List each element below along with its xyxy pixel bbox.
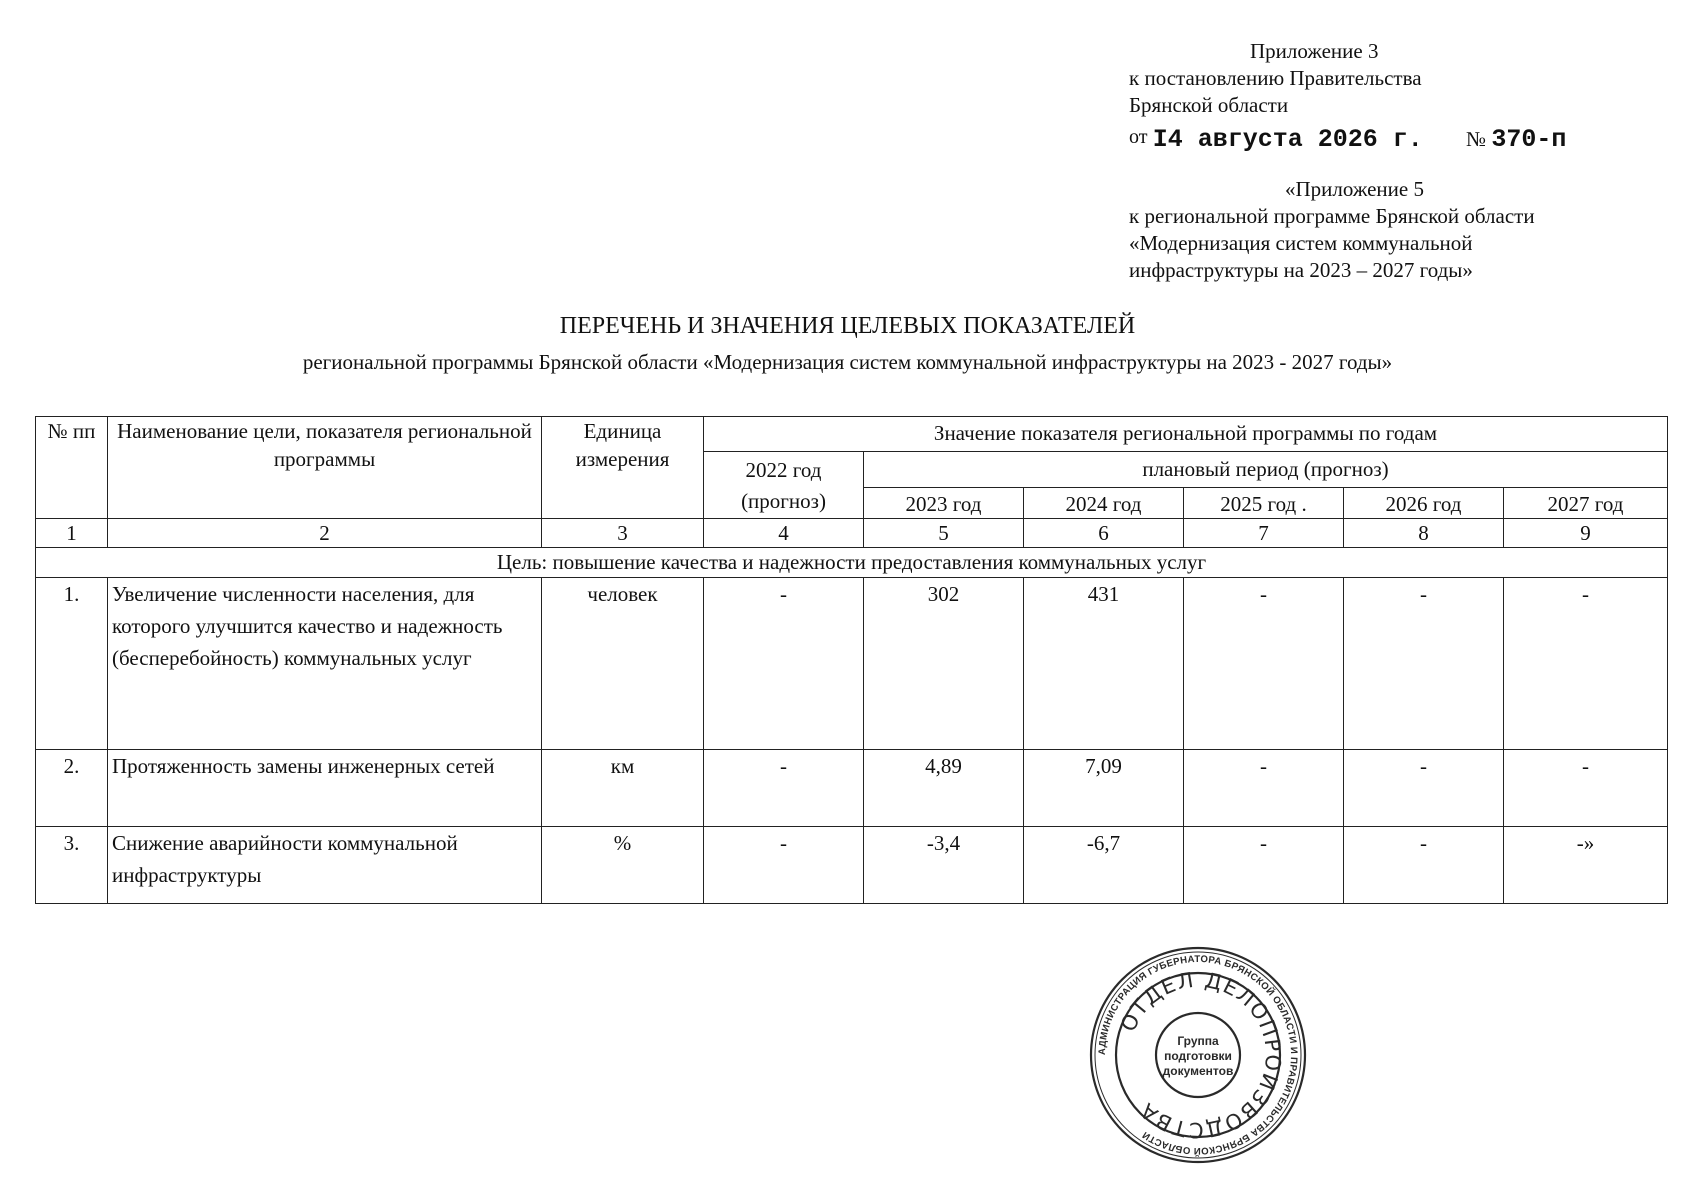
document-subtitle: региональной программы Брянской области «Модернизация систем коммунальной инфраструктуры на 2023 - 2027 годы» bbox=[302, 350, 1393, 374]
header-row-1 bbox=[36, 417, 1668, 452]
appendix-3-line2: к постановлению Правительства bbox=[1129, 66, 1422, 90]
value-2027: - bbox=[1504, 578, 1668, 750]
value-2023: -3,4 bbox=[864, 827, 1024, 904]
value-2027: -» bbox=[1504, 827, 1668, 904]
value-2024: -6,7 bbox=[1024, 827, 1184, 904]
indicators-table bbox=[35, 416, 1668, 904]
header-year-2027: 2027 год bbox=[1504, 488, 1668, 519]
appendix-5-line4: инфраструктуры на 2023 – 2027 годы» bbox=[1129, 258, 1473, 282]
value-2022: - bbox=[704, 578, 864, 750]
header-name: Наименование цели, показателя региональной программы bbox=[108, 417, 542, 519]
header-values: Значение показателя региональной программы по годам bbox=[704, 417, 1668, 452]
index-cell: 2 bbox=[108, 519, 542, 548]
value-2027: - bbox=[1504, 750, 1668, 827]
indicator-name: Протяженность замены инженерных сетей bbox=[108, 750, 542, 827]
header-planned: плановый период (прогноз) bbox=[864, 452, 1668, 488]
value-2023: 302 bbox=[864, 578, 1024, 750]
row-num: 3. bbox=[36, 827, 108, 904]
indicator-unit: человек bbox=[542, 578, 704, 750]
decree-date-line bbox=[1129, 123, 1669, 156]
appendix-5-title: «Приложение 5 bbox=[1285, 177, 1424, 201]
appendix-5-line2: к региональной программе Брянской области bbox=[1129, 204, 1535, 228]
row-num: 1. bbox=[36, 578, 108, 750]
value-2022: - bbox=[704, 750, 864, 827]
header-year-2023: 2023 год bbox=[864, 488, 1024, 519]
value-2025: - bbox=[1184, 750, 1344, 827]
decree-date: I4 августа 2026 г. bbox=[1152, 125, 1423, 154]
official-stamp bbox=[1088, 945, 1308, 1165]
index-cell: 5 bbox=[864, 519, 1024, 548]
header-2022: 2022 год (прогноз) bbox=[704, 452, 864, 519]
indicator-unit: км bbox=[542, 750, 704, 827]
stamp-center-line1: Группа bbox=[1177, 1034, 1219, 1048]
index-cell: 6 bbox=[1024, 519, 1184, 548]
table-row bbox=[36, 578, 1668, 750]
indicator-unit: % bbox=[542, 827, 704, 904]
index-cell: 4 bbox=[704, 519, 864, 548]
header-year-2024: 2024 год bbox=[1024, 488, 1184, 519]
value-2026: - bbox=[1344, 827, 1504, 904]
appendix-3-title: Приложение 3 bbox=[1250, 39, 1379, 63]
appendix-3-line3: Брянской области bbox=[1129, 93, 1289, 117]
number-label: № bbox=[1466, 127, 1487, 151]
stamp-center-line2: подготовки bbox=[1164, 1049, 1232, 1063]
appendix-5-header bbox=[1129, 176, 1669, 284]
index-cell: 8 bbox=[1344, 519, 1504, 548]
value-2026: - bbox=[1344, 750, 1504, 827]
value-2025: - bbox=[1184, 578, 1344, 750]
value-2024: 7,09 bbox=[1024, 750, 1184, 827]
table-row bbox=[36, 827, 1668, 904]
table-row bbox=[36, 750, 1668, 827]
index-cell: 9 bbox=[1504, 519, 1668, 548]
stamp-center-line3: документов bbox=[1162, 1064, 1234, 1078]
indicator-name: Увеличение численности населения, для которого улучшится качество и надежность (бесперебойность) коммунальных услуг bbox=[108, 578, 542, 750]
appendix-5-line3: «Модернизация систем коммунальной bbox=[1129, 231, 1473, 255]
index-cell: 1 bbox=[36, 519, 108, 548]
row-num: 2. bbox=[36, 750, 108, 827]
appendix-3-header bbox=[1129, 38, 1669, 156]
decree-number: 370-п bbox=[1491, 125, 1567, 154]
header-unit: Единица измерения bbox=[542, 417, 704, 519]
value-2026: - bbox=[1344, 578, 1504, 750]
index-cell: 7 bbox=[1184, 519, 1344, 548]
stamp-middle-text: ОТДЕЛ ДЕЛОПРОИЗВОДСТВА bbox=[1115, 967, 1286, 1143]
document-title: ПЕРЕЧЕНЬ И ЗНАЧЕНИЯ ЦЕЛЕВЫХ ПОКАЗАТЕЛЕЙ bbox=[559, 313, 1136, 339]
value-2023: 4,89 bbox=[864, 750, 1024, 827]
column-index-row bbox=[36, 519, 1668, 548]
stamp-outer-text: АДМИНИСТРАЦИЯ ГУБЕРНАТОРА БРЯНСКОЙ ОБЛАСТИ И ПРАВИТЕЛЬСТВА БРЯНСКОЙ ОБЛАСТИ bbox=[1096, 953, 1300, 1157]
value-2025: - bbox=[1184, 827, 1344, 904]
index-cell: 3 bbox=[542, 519, 704, 548]
header-year-2026: 2026 год bbox=[1344, 488, 1504, 519]
header-num: № пп bbox=[36, 417, 108, 519]
header-year-2025: 2025 год . bbox=[1184, 488, 1344, 519]
date-prefix: от bbox=[1129, 126, 1148, 148]
value-2024: 431 bbox=[1024, 578, 1184, 750]
value-2022: - bbox=[704, 827, 864, 904]
goal-row bbox=[36, 548, 1668, 578]
indicator-name: Снижение аварийности коммунальной инфраструктуры bbox=[108, 827, 542, 904]
goal-text: Цель: повышение качества и надежности предоставления коммунальных услуг bbox=[36, 548, 1668, 578]
